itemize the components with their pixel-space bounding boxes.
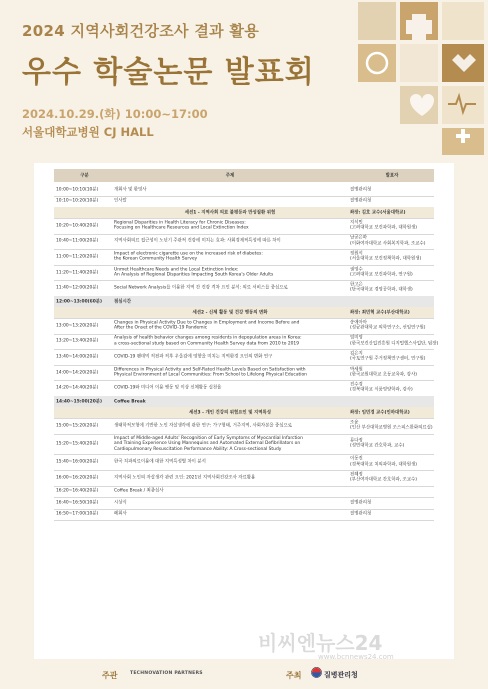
presenter-line: (경북대학교 식품영양학과, 강사) (350, 388, 413, 394)
presenter-line: 지석민 (350, 220, 363, 226)
row-presenter (350, 500, 434, 505)
program-schedule-table (34, 163, 454, 659)
row-presenter (350, 512, 434, 517)
row-presenter (350, 283, 434, 294)
row-topic (114, 475, 346, 480)
table-row (54, 470, 434, 487)
row-time: 10:40~11:00(20분) (56, 238, 99, 244)
row-topic (114, 252, 346, 263)
row-presenter (350, 252, 434, 263)
presenter-line: 좌장: 임민경 교수(인하대학교) (350, 409, 410, 415)
topic-line: Impact of Middle-aged Adults' Recognition of Early Symptoms of Myocardial Infarction (114, 436, 303, 442)
presenter-line: 남궁은하 (350, 236, 367, 242)
topic-line: Focusing on Healthcare Resources and Local Extinction Index (114, 225, 249, 231)
row-presenter (350, 310, 434, 315)
presenter-line: 전혜정 (350, 472, 363, 478)
row-time: 14:20~14:40(20분) (56, 385, 99, 391)
table-row (54, 418, 434, 435)
row-topic (114, 221, 346, 232)
table-row (54, 234, 434, 251)
topic-line: Analysis of health behavior changes among residents in depopulation areas in Korea: (114, 336, 302, 342)
topic-line: Unmet Healthcare Needs and the Local Extinction Index: (114, 267, 239, 273)
presenter-line: (서울대학교 보건정책학과, 대학원생) (350, 256, 422, 262)
topic-line: Regional Disparities in Health Literacy for Chronic Diseases: (114, 220, 246, 226)
row-time: 14:00~14:20(20분) (56, 369, 99, 375)
row-topic (114, 410, 346, 415)
topic-line: Coffee Break / 최종심사 (114, 488, 164, 494)
topic-line: COVID-19와 미디어 이용 행동 및 이상 신체활동 실천율 (114, 385, 222, 391)
row-time: 11:20~11:40(20분) (56, 269, 99, 275)
topic-line: Coffee Break (114, 398, 146, 404)
row-presenter (350, 473, 434, 484)
event-date: 2024.10.29.(화) 10:00~17:00 (22, 107, 208, 121)
presenter-line: (인산 부산대학교병원 조스피스완화의료실) (350, 425, 433, 431)
presenter-line: (고려대학교 보건과학과, 연구원) (350, 272, 413, 278)
table-header-row (54, 169, 434, 182)
table-row (54, 334, 439, 351)
presenter-line: 질병관리청 (350, 500, 372, 506)
presenter-line: (부산여자대학교 간호학과, 조교수) (350, 477, 417, 483)
presenter-line: (성균관대학교 의학연구소, 선임연구원) (350, 325, 426, 331)
watermark-url: www.bcnnews24.com (318, 653, 394, 661)
row-topic (114, 199, 346, 204)
presenter-line: 김은지 (350, 351, 363, 357)
row-topic (114, 299, 346, 304)
row-topic (114, 267, 346, 278)
row-time: 11:40~12:00(20분) (56, 285, 99, 291)
topic-line: 세션1 - 지역사회 의료 불평등과 만성질환 위험 (184, 209, 276, 215)
presenter-line: 송예아아 (350, 320, 367, 326)
row-time: 14:40~15:00(20분) (56, 398, 102, 404)
topic-line: 지역사회의료 접근성이 노년기 주관적 건강에 미치는 효과: 사회경제적특성에 따른 차이 (114, 238, 281, 244)
row-topic (114, 310, 346, 315)
topic-line: COVID-19 팬데믹 직전과 직후 우울감에 영향을 미치는 지역환경 요인의 변화 연구 (114, 354, 273, 360)
row-time: 11:00~11:20(20분) (56, 254, 99, 260)
presenter-line: 이동진 (350, 457, 363, 462)
row-presenter (350, 439, 434, 450)
row-time: 10:20~10:40(20분) (56, 223, 99, 229)
presenter-line: 한고은 (350, 282, 363, 288)
topic-line: Physical Environment of Local Communities: From School to Lifelong Physical Education (114, 372, 307, 378)
event-venue: 서울대학교병원 CJ HALL (22, 125, 154, 139)
column-header-time: 구분 (80, 172, 89, 178)
event-title-line2: 우수 학술논문 발표회 (22, 55, 315, 90)
presenter-line: 조윤 (350, 420, 359, 426)
row-presenter (350, 457, 434, 468)
row-presenter (350, 383, 434, 394)
row-topic (114, 512, 346, 517)
row-topic (114, 210, 346, 215)
row-topic (114, 367, 346, 378)
row-topic (114, 239, 346, 244)
row-presenter (350, 321, 434, 332)
table-row (54, 365, 434, 382)
table-row (54, 280, 434, 297)
row-presenter (350, 221, 434, 232)
event-title-line1: 2024 지역사회건강조사 결과 활용 (22, 22, 259, 40)
presenter-line: 질병관리청 (350, 198, 372, 204)
presenter-line: 진수경 (350, 382, 363, 388)
row-topic (114, 500, 346, 505)
row-topic (114, 321, 346, 332)
row-time: 10:10~10:20(10분) (56, 198, 99, 204)
host-label: 주관 (102, 671, 118, 680)
presenter-line: 류다정 (350, 438, 363, 444)
row-time: 16:00~16:20(20분) (56, 475, 99, 481)
row-topic (114, 187, 346, 192)
row-time: 13:20~13:40(20분) (56, 338, 99, 344)
row-topic (114, 423, 346, 428)
table-row (54, 265, 434, 282)
column-header-topic: 주제 (225, 172, 235, 178)
row-time: 16:40~16:50(10분) (56, 500, 99, 506)
row-presenter (350, 199, 434, 204)
row-topic (114, 336, 346, 347)
column-header-presenter: 발표자 (385, 172, 399, 178)
table-row (54, 349, 434, 366)
row-presenter (350, 410, 434, 415)
poster-header (0, 0, 488, 150)
row-time: 15:20~15:40(20분) (56, 441, 99, 447)
row-time: 16:20~16:40(20분) (56, 488, 99, 494)
presenter-line: 질병관리청 (350, 187, 372, 193)
topic-line: 세션3 - 개인 건강의 위험요인 및 지역특성 (189, 409, 271, 415)
presenter-line: 정원석 (350, 251, 363, 257)
presenter-line: 질병관리청 (350, 511, 372, 517)
topic-line: 생태학적모형에 기반한 노인 자살생각에 관한 연구: 가구형태, 거주지역, 사회자본을 중심으로 (114, 423, 293, 429)
row-topic (114, 354, 346, 359)
row-presenter (350, 236, 434, 247)
row-time: 12:00~13:00(60분) (56, 298, 102, 304)
topic-line: 개회사 및 환영사 (114, 187, 147, 193)
presenter-line: (이화여자대학교 사회복지학과, 조교수) (350, 241, 426, 247)
presenter-line: 박세원 (350, 367, 363, 373)
topic-line: 지역사회 노인의 자살생각 관련 요인: 2021년 지역사회건강조사 자료활용 (114, 475, 256, 481)
presenter-line: (단국대학교 경영공학과, 대학생) (350, 288, 413, 294)
table-row (54, 509, 434, 522)
poster-footer (0, 660, 488, 689)
presenter-line: (성민대학교 간호학과, 교수) (350, 444, 405, 450)
row-time: 13:00~13:20(20분) (56, 323, 99, 329)
topic-line: An Analysis of Regional Disparities Impacting South Korea's Older Adults (114, 272, 274, 278)
presenter-line: 권영수 (350, 267, 363, 273)
row-time: 13:40~14:00(20분) (56, 354, 99, 360)
row-topic (114, 489, 346, 494)
presenter-line: (한국보건산업진흥원 디지털헬스사업단, 팀장) (350, 341, 439, 347)
table-row (54, 318, 434, 335)
row-time: 16:50~17:00(10분) (56, 511, 99, 517)
presenter-line: (고려대학교 보건과학과, 대학원생) (350, 225, 417, 231)
table-row (54, 218, 434, 235)
row-presenter (350, 187, 434, 192)
topic-line: 세션2 - 신체 활동 및 건강 행동의 변화 (192, 309, 268, 315)
topic-line: 점심시간 (114, 298, 131, 304)
presenter-line: 좌장: 김호 교수(서울대학교) (350, 209, 406, 215)
row-presenter (350, 367, 434, 378)
presenter-line: (경북대학교 치의과학과, 대학원생) (350, 462, 417, 468)
topic-line: Changes in Physical Activity Due to Changes in Employment and Income Before and (114, 320, 300, 326)
row-presenter (350, 336, 439, 347)
table-row (54, 249, 434, 266)
table-row (54, 434, 434, 456)
topic-line: 한국 치과의료이용에 대한 지역특성별 차이 분석 (114, 459, 206, 465)
row-presenter (350, 421, 434, 432)
row-time: 15:00~15:20(20분) (56, 423, 99, 429)
presenter-line: 좌장: 최민혁 교수(부산대학교) (350, 309, 410, 315)
table-row (54, 380, 434, 397)
topic-line: After the Onset of the COVID-19 Pandemic (114, 325, 208, 331)
topic-line: the Korean Community Health Survey (114, 256, 198, 262)
row-topic (114, 386, 346, 391)
topic-line: 폐회사 (114, 511, 127, 517)
row-presenter (350, 210, 434, 215)
row-time: 15:40~16:00(20분) (56, 459, 99, 465)
presenter-line: (국토연구원 주거정책연구센터, 연구원) (350, 356, 426, 362)
row-topic (114, 286, 346, 291)
topic-line: Cardiopulmonary Resuscitation Performance Ability: A Cross-sectional Study (114, 446, 282, 452)
row-topic (114, 399, 346, 404)
decorative-health-icons (352, 0, 488, 155)
topic-line: Differences in Physical Activity and Self-Rated Health Levels Based on Satisfaction with (114, 367, 306, 373)
row-topic (114, 460, 346, 465)
row-presenter (350, 267, 434, 278)
presenter-line: (한국교원대학교 초등교육과, 강사) (350, 372, 417, 378)
presenter-line: 엄미영 (350, 336, 363, 342)
topic-line: a cross-sectional study based on Community Health Survey data from 2010 to 2019 (114, 341, 299, 347)
topic-line: and Training Experience Using Mannequins and Automated External Defibrillators on (114, 441, 301, 447)
topic-line: 시상식 (114, 500, 127, 506)
watermark-text: 비씨엔뉴스24 (258, 631, 383, 655)
kdca-logo-icon (311, 667, 322, 678)
table-row (54, 455, 434, 472)
row-topic (114, 436, 346, 452)
topic-line: 인사말 (114, 198, 127, 204)
topic-line: Social Network Analysis를 이용한 지역 간 건강 격차 요인 분석: 의료 서비스를 중심으로 (114, 285, 288, 291)
row-presenter (350, 352, 434, 363)
organizer-label: 주최 (286, 671, 302, 680)
row-time: 10:00~10:10(10분) (56, 187, 99, 193)
topic-line: Impact of electronic cigarette use on the increased risk of diabetes: (114, 251, 263, 257)
organizer-name: 질병관리청 (324, 671, 358, 679)
host-name: TECHNOVATION PARTNERS (130, 671, 203, 676)
